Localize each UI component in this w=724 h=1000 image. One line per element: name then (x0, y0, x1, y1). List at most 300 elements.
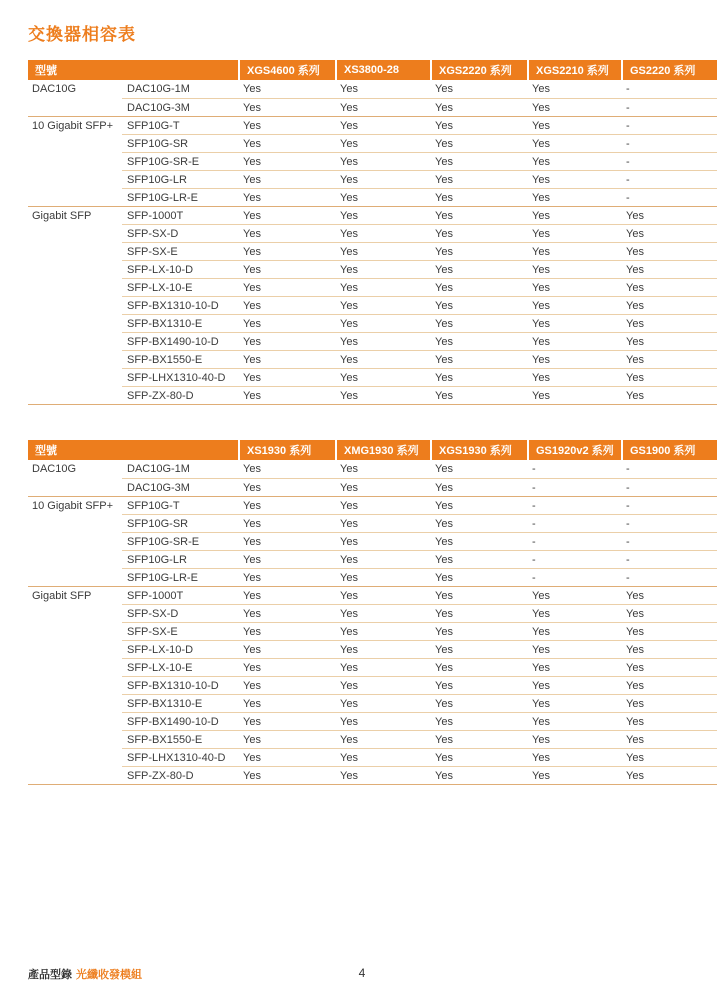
value-cell: - (621, 170, 717, 188)
category-cell: 10 Gigabit SFP+ (32, 119, 114, 132)
value-cell: Yes (527, 730, 621, 748)
value-cell: Yes (430, 730, 527, 748)
value-cell: Yes (335, 676, 430, 694)
page-number: 4 (358, 966, 366, 980)
category-cell (28, 278, 122, 296)
value-cell: Yes (335, 368, 430, 386)
value-cell: Yes (238, 188, 335, 206)
category-cell (28, 332, 122, 350)
series-header-cell: XMG1930 系列 (335, 440, 430, 460)
value-cell: Yes (238, 532, 335, 550)
value-cell: Yes (532, 83, 550, 95)
table-row (28, 278, 717, 296)
value-cell: - (621, 514, 717, 532)
category-cell (28, 296, 122, 314)
table-row (28, 98, 717, 116)
value-cell: Yes (243, 463, 261, 475)
table-row (28, 730, 717, 748)
model-cell: SFP-BX1310-10-D (122, 296, 238, 314)
table-row (28, 332, 717, 350)
model-cell: SFP10G-T (127, 119, 180, 132)
table-row (28, 386, 717, 404)
value-cell: Yes (335, 532, 430, 550)
value-cell: - (621, 188, 717, 206)
category-cell (28, 694, 122, 712)
value-cell: Yes (238, 676, 335, 694)
table-row (28, 206, 717, 224)
value-cell: Yes (340, 83, 358, 95)
value-cell: Yes (626, 589, 644, 602)
table-row (28, 604, 717, 622)
value-cell: Yes (238, 332, 335, 350)
table-row (28, 80, 717, 98)
value-cell: Yes (621, 296, 717, 314)
model-cell: SFP-SX-E (122, 622, 238, 640)
value-cell: Yes (238, 296, 335, 314)
category-cell: DAC10G (32, 463, 77, 475)
series-header-cell: XGS1930 系列 (430, 440, 527, 460)
value-cell: Yes (532, 589, 550, 602)
value-cell: Yes (430, 676, 527, 694)
value-cell: Yes (335, 604, 430, 622)
value-cell: Yes (238, 730, 335, 748)
model-cell: SFP-BX1310-E (122, 314, 238, 332)
value-cell: Yes (340, 119, 358, 132)
value-cell: Yes (335, 514, 430, 532)
value-cell: Yes (335, 712, 430, 730)
value-cell: Yes (335, 152, 430, 170)
model-cell: SFP-1000T (127, 209, 184, 222)
value-cell: Yes (238, 694, 335, 712)
value-cell: Yes (527, 658, 621, 676)
value-cell: - (621, 134, 717, 152)
value-cell: Yes (243, 83, 261, 95)
table-row (28, 242, 717, 260)
value-cell: Yes (527, 260, 621, 278)
model-cell: SFP-BX1310-E (122, 694, 238, 712)
series-header-cell: XGS2220 系列 (430, 60, 527, 80)
value-cell: Yes (430, 568, 527, 586)
table-row (28, 496, 717, 514)
value-cell: Yes (238, 152, 335, 170)
value-cell: Yes (430, 604, 527, 622)
value-cell: Yes (430, 622, 527, 640)
table-row (28, 532, 717, 550)
value-cell: - (626, 499, 630, 512)
category-cell (28, 386, 122, 404)
value-cell: Yes (335, 568, 430, 586)
model-cell: DAC10G-1M (127, 463, 190, 475)
value-cell: Yes (621, 260, 717, 278)
table-row (28, 116, 717, 134)
series-header-cell: XS3800-28 (335, 60, 430, 80)
value-cell: Yes (621, 658, 717, 676)
value-cell: Yes (621, 224, 717, 242)
category-cell (28, 640, 122, 658)
value-cell: Yes (335, 658, 430, 676)
page-title: 交換器相容表 (28, 25, 136, 44)
value-cell: Yes (527, 368, 621, 386)
value-cell: Yes (335, 478, 430, 496)
table-row (28, 514, 717, 532)
category-cell (28, 514, 122, 532)
model-cell: SFP-BX1550-E (122, 730, 238, 748)
model-cell: SFP-SX-E (122, 242, 238, 260)
table-row (28, 460, 717, 478)
table-row (28, 694, 717, 712)
model-cell: SFP-LX-10-E (122, 278, 238, 296)
value-cell: Yes (621, 386, 717, 404)
category-cell (28, 532, 122, 550)
value-cell: Yes (430, 748, 527, 766)
category-cell (28, 622, 122, 640)
value-cell: Yes (527, 152, 621, 170)
value-cell: Yes (527, 224, 621, 242)
series-header-cell: XGS2210 系列 (527, 60, 621, 80)
value-cell: - (626, 119, 630, 132)
value-cell: Yes (527, 242, 621, 260)
value-cell: Yes (238, 386, 335, 404)
category-cell: DAC10G (32, 83, 77, 95)
table-row (28, 152, 717, 170)
category-cell (28, 604, 122, 622)
model-cell: SFP-BX1490-10-D (122, 332, 238, 350)
category-cell (28, 188, 122, 206)
value-cell: Yes (335, 640, 430, 658)
value-cell: Yes (238, 278, 335, 296)
model-cell: SFP-BX1310-10-D (122, 676, 238, 694)
category-cell (28, 568, 122, 586)
footer-catalog-title: 光纖收發模組 (76, 969, 142, 981)
value-cell: Yes (335, 170, 430, 188)
value-cell: Yes (238, 350, 335, 368)
category-cell (28, 224, 122, 242)
value-cell: Yes (243, 119, 261, 132)
table-row (28, 568, 717, 586)
category-cell (28, 676, 122, 694)
table-row (28, 550, 717, 568)
switch-compatibility-table-1 (28, 60, 717, 405)
category-cell (28, 152, 122, 170)
value-cell: Yes (238, 658, 335, 676)
model-cell: SFP-BX1550-E (122, 350, 238, 368)
value-cell: Yes (335, 296, 430, 314)
category-cell (28, 712, 122, 730)
value-cell: Yes (621, 640, 717, 658)
value-cell: Yes (243, 589, 261, 602)
category-cell (28, 242, 122, 260)
value-cell: Yes (238, 242, 335, 260)
model-cell: SFP-LX-10-D (122, 640, 238, 658)
value-cell: Yes (335, 386, 430, 404)
model-cell: SFP10G-SR-E (122, 532, 238, 550)
value-cell: Yes (430, 188, 527, 206)
category-cell (28, 170, 122, 188)
value-cell: Yes (238, 224, 335, 242)
value-cell: Yes (621, 604, 717, 622)
value-cell: Yes (532, 119, 550, 132)
value-cell: Yes (527, 134, 621, 152)
value-cell: Yes (335, 332, 430, 350)
model-cell: SFP10G-LR-E (122, 188, 238, 206)
model-cell: SFP-BX1490-10-D (122, 712, 238, 730)
value-cell: Yes (243, 209, 261, 222)
category-cell (28, 350, 122, 368)
value-cell: Yes (430, 766, 527, 784)
value-cell: Yes (335, 350, 430, 368)
value-cell: Yes (238, 550, 335, 568)
value-cell: Yes (430, 386, 527, 404)
value-cell: Yes (335, 314, 430, 332)
table-header-row (28, 440, 717, 460)
model-cell: SFP10G-SR (122, 514, 238, 532)
switch-compatibility-table-2 (28, 440, 717, 785)
value-cell: Yes (340, 589, 358, 602)
value-cell: Yes (621, 676, 717, 694)
value-cell: Yes (335, 622, 430, 640)
model-cell: DAC10G-3M (122, 98, 238, 116)
model-cell: SFP10G-SR-E (122, 152, 238, 170)
value-cell: - (621, 550, 717, 568)
table-header-row (28, 60, 717, 80)
value-cell: Yes (621, 766, 717, 784)
model-cell: SFP-SX-D (122, 224, 238, 242)
model-cell: SFP-LHX1310-40-D (122, 368, 238, 386)
value-cell: Yes (435, 83, 453, 95)
value-cell: Yes (238, 314, 335, 332)
value-cell: Yes (430, 514, 527, 532)
value-cell: Yes (238, 766, 335, 784)
table-row (28, 314, 717, 332)
category-cell (28, 550, 122, 568)
table-row (28, 766, 717, 784)
category-cell (28, 748, 122, 766)
value-cell: Yes (335, 134, 430, 152)
value-cell: Yes (238, 368, 335, 386)
value-cell: Yes (527, 314, 621, 332)
value-cell: Yes (430, 478, 527, 496)
value-cell: - (626, 83, 630, 95)
model-cell: SFP10G-LR (122, 550, 238, 568)
value-cell: Yes (621, 622, 717, 640)
series-header-cell: GS2220 系列 (621, 60, 717, 80)
table-row (28, 586, 717, 604)
value-cell: Yes (238, 640, 335, 658)
model-cell: DAC10G-1M (127, 83, 190, 95)
value-cell: Yes (527, 170, 621, 188)
series-header-cell: GS1900 系列 (621, 440, 717, 460)
value-cell: Yes (335, 278, 430, 296)
model-cell: SFP-LX-10-D (122, 260, 238, 278)
table-row (28, 170, 717, 188)
category-cell (28, 98, 122, 116)
value-cell: Yes (435, 119, 453, 132)
value-cell: Yes (430, 134, 527, 152)
model-cell: SFP10G-LR-E (122, 568, 238, 586)
value-cell: Yes (335, 730, 430, 748)
value-cell: Yes (527, 296, 621, 314)
value-cell: Yes (430, 550, 527, 568)
value-cell: Yes (527, 98, 621, 116)
table-row (28, 622, 717, 640)
value-cell: Yes (335, 260, 430, 278)
value-cell: - (626, 463, 630, 475)
value-cell: - (527, 568, 621, 586)
value-cell: Yes (335, 766, 430, 784)
value-cell: Yes (430, 532, 527, 550)
model-cell: SFP10G-SR (122, 134, 238, 152)
value-cell: Yes (335, 98, 430, 116)
value-cell: Yes (238, 478, 335, 496)
category-cell: Gigabit SFP (32, 209, 92, 222)
value-cell: Yes (527, 640, 621, 658)
value-cell: Yes (621, 278, 717, 296)
value-cell: Yes (430, 278, 527, 296)
value-cell: Yes (621, 694, 717, 712)
value-cell: Yes (527, 188, 621, 206)
value-cell: Yes (621, 730, 717, 748)
value-cell: Yes (527, 712, 621, 730)
value-cell: Yes (527, 350, 621, 368)
value-cell: Yes (527, 278, 621, 296)
value-cell: Yes (435, 463, 453, 475)
table-row (28, 658, 717, 676)
value-cell: Yes (626, 209, 644, 222)
value-cell: Yes (238, 98, 335, 116)
table-row (28, 640, 717, 658)
model-cell: SFP-SX-D (122, 604, 238, 622)
value-cell: Yes (621, 350, 717, 368)
value-cell: Yes (430, 640, 527, 658)
table-row (28, 224, 717, 242)
value-cell: Yes (532, 209, 550, 222)
value-cell: - (621, 152, 717, 170)
value-cell: Yes (621, 332, 717, 350)
value-cell: Yes (621, 712, 717, 730)
table-row (28, 260, 717, 278)
value-cell: Yes (335, 224, 430, 242)
value-cell: Yes (238, 622, 335, 640)
table-row (28, 188, 717, 206)
value-cell: Yes (430, 224, 527, 242)
value-cell: Yes (238, 260, 335, 278)
model-cell: SFP-LHX1310-40-D (122, 748, 238, 766)
value-cell: - (527, 514, 621, 532)
category-cell (28, 478, 122, 496)
value-cell: Yes (430, 368, 527, 386)
table-row (28, 368, 717, 386)
value-cell: Yes (430, 242, 527, 260)
model-header-cell: 型號 (35, 65, 57, 77)
value-cell: Yes (430, 98, 527, 116)
value-cell: Yes (340, 499, 358, 512)
table-row (28, 712, 717, 730)
category-cell (28, 260, 122, 278)
value-cell: Yes (435, 589, 453, 602)
table-row (28, 676, 717, 694)
value-cell: Yes (430, 170, 527, 188)
value-cell: Yes (621, 242, 717, 260)
value-cell: Yes (527, 386, 621, 404)
model-cell: DAC10G-3M (122, 478, 238, 496)
value-cell: - (621, 532, 717, 550)
value-cell: - (527, 478, 621, 496)
table-row (28, 296, 717, 314)
value-cell: Yes (238, 604, 335, 622)
table-row (28, 748, 717, 766)
value-cell: Yes (621, 368, 717, 386)
value-cell: Yes (527, 676, 621, 694)
category-cell: 10 Gigabit SFP+ (32, 499, 114, 512)
model-cell: SFP-LX-10-E (122, 658, 238, 676)
value-cell: Yes (435, 209, 453, 222)
value-cell: Yes (238, 134, 335, 152)
value-cell: Yes (335, 550, 430, 568)
category-cell (28, 766, 122, 784)
series-header-cell: GS1920v2 系列 (527, 440, 621, 460)
category-cell (28, 134, 122, 152)
category-cell (28, 368, 122, 386)
value-cell: Yes (243, 499, 261, 512)
model-cell: SFP-1000T (127, 589, 184, 602)
value-cell: Yes (527, 694, 621, 712)
value-cell: Yes (430, 694, 527, 712)
value-cell: - (532, 499, 536, 512)
value-cell: - (621, 98, 717, 116)
value-cell: Yes (430, 314, 527, 332)
value-cell: Yes (238, 514, 335, 532)
value-cell: Yes (430, 332, 527, 350)
value-cell: - (621, 568, 717, 586)
value-cell: Yes (335, 748, 430, 766)
table-row (28, 478, 717, 496)
value-cell: Yes (335, 188, 430, 206)
value-cell: Yes (340, 209, 358, 222)
value-cell: Yes (430, 658, 527, 676)
value-cell: Yes (430, 152, 527, 170)
value-cell: Yes (238, 748, 335, 766)
value-cell: Yes (430, 350, 527, 368)
table-row (28, 350, 717, 368)
series-header-cell: XS1930 系列 (238, 440, 335, 460)
value-cell: Yes (430, 260, 527, 278)
value-cell: - (527, 550, 621, 568)
category-cell (28, 314, 122, 332)
value-cell: Yes (238, 170, 335, 188)
footer-catalog-label: 產品型錄 (28, 969, 72, 981)
model-cell: SFP10G-T (127, 499, 180, 512)
value-cell: - (527, 532, 621, 550)
value-cell: Yes (238, 712, 335, 730)
value-cell: Yes (435, 499, 453, 512)
value-cell: Yes (527, 766, 621, 784)
value-cell: Yes (527, 332, 621, 350)
value-cell: Yes (621, 314, 717, 332)
model-header-cell: 型號 (35, 445, 57, 457)
value-cell: - (621, 478, 717, 496)
category-cell (28, 730, 122, 748)
value-cell: Yes (621, 748, 717, 766)
value-cell: Yes (335, 242, 430, 260)
model-cell: SFP-ZX-80-D (122, 386, 238, 404)
value-cell: - (532, 463, 536, 475)
table-row (28, 134, 717, 152)
series-header-cell: XGS4600 系列 (238, 60, 335, 80)
model-cell: SFP-ZX-80-D (122, 766, 238, 784)
category-cell: Gigabit SFP (32, 589, 92, 602)
value-cell: Yes (335, 694, 430, 712)
value-cell: Yes (527, 604, 621, 622)
